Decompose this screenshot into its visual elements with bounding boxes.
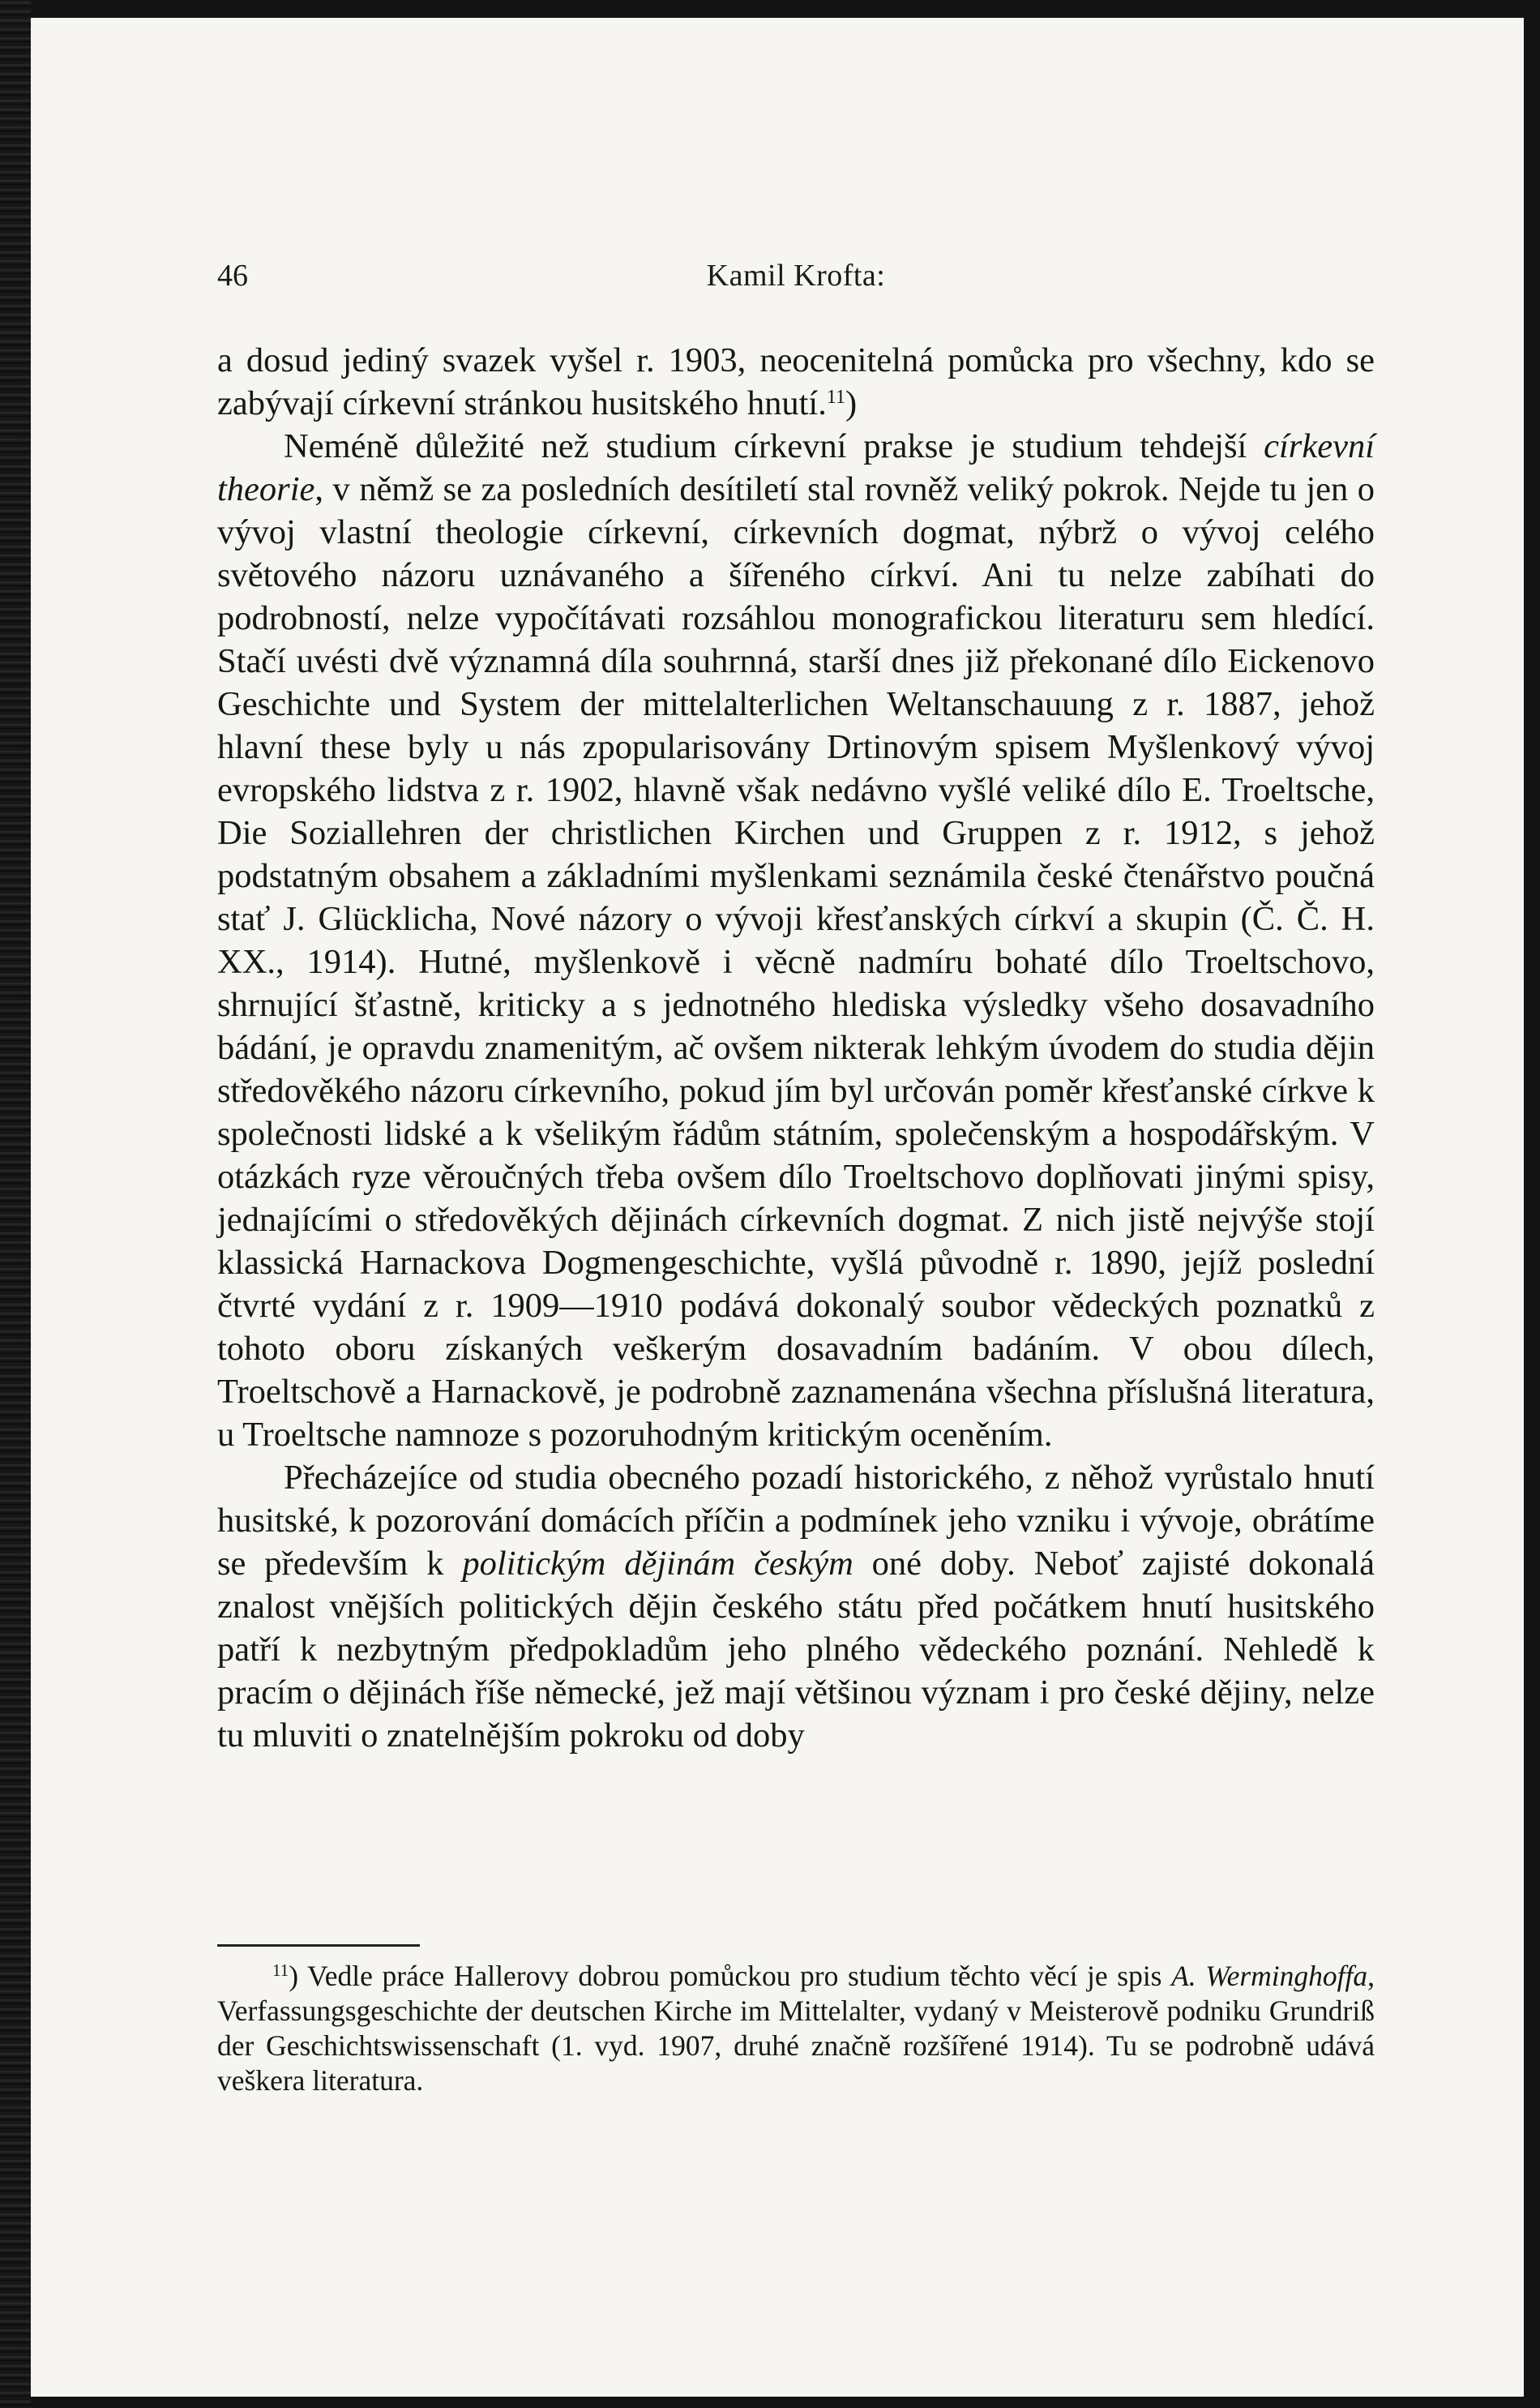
footnote-reference-paren: ) — [845, 384, 858, 422]
paragraph-3-text-a: Přecházejíce od studia obecného pozadí historického, z něhož vyrůstalo hnutí husitské, k pozorování domácích příčin a podmínek jeho vzniku i vývoje, obrátíme se především k — [217, 1459, 1375, 1583]
page-header — [217, 258, 1375, 306]
paragraph-3-emphasis: politickým dějinám českým — [462, 1545, 853, 1583]
paragraph-2-text-a: Neméně důležité než studium církevní prakse je studium tehdejší — [284, 427, 1264, 465]
paragraph-3 — [217, 1456, 1375, 1757]
footnote-emphasis: A. Werminghoffa — [1171, 1960, 1368, 1992]
footnote-reference: 11 — [826, 387, 845, 408]
footnote-text-a: ) Vedle práce Hallerovy dobrou pomůckou pro studium těchto věcí je spis — [289, 1960, 1172, 1992]
paragraph-3-text-b: oné doby. Neboť zajisté dokonalá znalost vnějších politických dějin českého státu před počátkem hnutí husitského patří k nezbytným předpokladům jeho plného vědeckého poznání. Nehledě k pracím o dějinách říše německé, jež mají většinou význam i pro české dějiny, nelze tu mluviti o znatelnějším pokroku od doby — [217, 1545, 1375, 1755]
paragraph-2-text-b: , v němž se za posledních desítiletí stal rovněž veliký pokrok. Nejde tu jen o vývoj vlastní theologie církevní, církevních dogmat, nýbrž o vývoj celého světového názoru uznávaného a šířeného církví. Ani tu nelze zabíhati do podrobností, nelze vypočítávati rozsáhlou monografickou literaturu sem hledící. Stačí uvésti dvě významná díla souhrnná, starší dnes již překonané dílo Eickenovo Geschichte und System der mittelalterlichen Weltanschauung z r. 1887, jehož hlavní these byly u nás zpopularisovány Drtinovým spisem Myšlenkový vývoj evropského lidstva z r. 1902, hlavně však nedávno vyšlé veliké dílo E. Troeltsche, Die Soziallehren der christlichen Kirchen und Gruppen z r. 1912, s jehož podstatným obsahem a základními myšlenkami seznámila české čtenářstvo poučná stať J. Glücklicha, Nové názory o vývoji křesťanských církví a skupin (Č. Č. H. XX., 1914). Hutné, myšlenkově i věcně nadmíru bohaté dílo Troeltschovo, shrnující šťastně, kriticky a s jednotného hlediska výsledky všeho dosavadního bádání, je opravdu znamenitým, ač ovšem nikterak lehkým úvodem do studia dějin středověkého názoru církevního, pokud jím byl určován poměr křesťanské církve k společnosti lidské a k všelikým řádům státním, společenským a hospodářským. V otázkách ryze věroučných třeba ovšem dílo Troeltschovo doplňovati jinými spisy, jednajícími o středověkých dějinách církevních dogmat. Z nich jistě nejvýše stojí klassická Harnackova Dogmengeschichte, vyšlá původně r. 1890, jejíž poslední čtvrté vydání z r. 1909—1910 podává dokonalý soubor vědeckých poznatků z tohoto oboru získaných veškerým dosavadním badáním. V obou dílech, Troeltschově a Harnackově, je podrobně zaznamenána všechna příslušná literatura, u Troeltsche namnoze s pozoruhodným kritickým oceněním. — [217, 470, 1375, 1454]
paragraph-2-emphasis: církevní theorie — [217, 427, 1375, 508]
footnote-marker: 11 — [272, 1960, 289, 1980]
paragraph-1-text: a dosud jediný svazek vyšel r. 1903, neocenitelná pomůcka pro všechny, kdo se zabývají církevní stránkou husitského hnutí. — [217, 341, 1375, 422]
paragraph-2 — [217, 425, 1375, 1456]
page-number: 46 — [217, 259, 248, 293]
book-spine-edge — [0, 0, 31, 2408]
running-head: Kamil Krofta: — [706, 259, 886, 293]
paragraph-1 — [217, 339, 1375, 425]
footnote — [217, 1959, 1375, 2098]
body-text — [217, 339, 1375, 1757]
footnote-paragraph — [217, 1959, 1375, 2098]
footnote-text-b: , Verfassungsgeschichte der deutschen Kirche im Mittelalter, vydaný v Meisterově podniku Grundriß der Geschichtswissenschaft (1. vyd. 1907, druhé značně rozšířené 1914). Tu se podrobně udává veškera literatura. — [217, 1960, 1375, 2097]
footnote-separator — [217, 1944, 420, 1947]
